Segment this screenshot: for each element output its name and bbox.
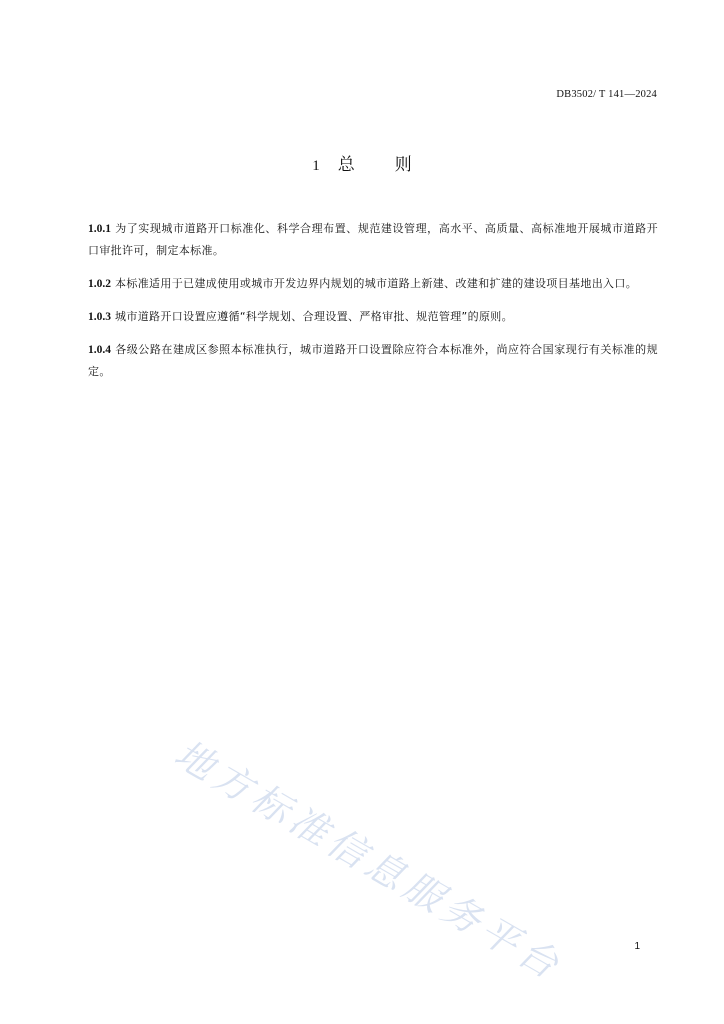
chapter-heading [0, 150, 724, 175]
clause-1-0-3 [88, 306, 658, 328]
clause-text: 为了实现城市道路开口标准化、科学合理布置、规范建设管理，高水平、高质量、高标准地开展城市道路开口审批许可，制定本标准。 [88, 222, 658, 257]
chapter-title-part2: 则 [394, 155, 412, 175]
page-number: 1 [634, 941, 640, 952]
clause-number: 1.0.4 [88, 344, 111, 356]
clause-number: 1.0.1 [88, 223, 111, 235]
clause-text: 各级公路在建成区参照本标准执行，城市道路开口设置除应符合本标准外，尚应符合国家现行有关标准的规定。 [88, 343, 658, 378]
chapter-number: 1 [312, 158, 320, 174]
chapter-title-part1: 总 [337, 155, 355, 175]
standard-code: DB3502/ T 141—2024 [556, 89, 657, 100]
clause-text: 城市道路开口设置应遵循“科学规划、合理设置、严格审批、规范管理”的原则。 [115, 310, 513, 323]
clause-1-0-1 [88, 218, 658, 262]
clause-1-0-4 [88, 339, 658, 383]
clause-1-0-2 [88, 273, 658, 295]
clause-number: 1.0.3 [88, 311, 111, 323]
clause-text: 本标准适用于已建成使用或城市开发边界内规划的城市道路上新建、改建和扩建的建设项目基地出入口。 [115, 277, 638, 290]
clause-list [88, 218, 658, 389]
clause-number: 1.0.2 [88, 278, 111, 290]
watermark: 地方标准信息服务平台 [167, 731, 571, 990]
